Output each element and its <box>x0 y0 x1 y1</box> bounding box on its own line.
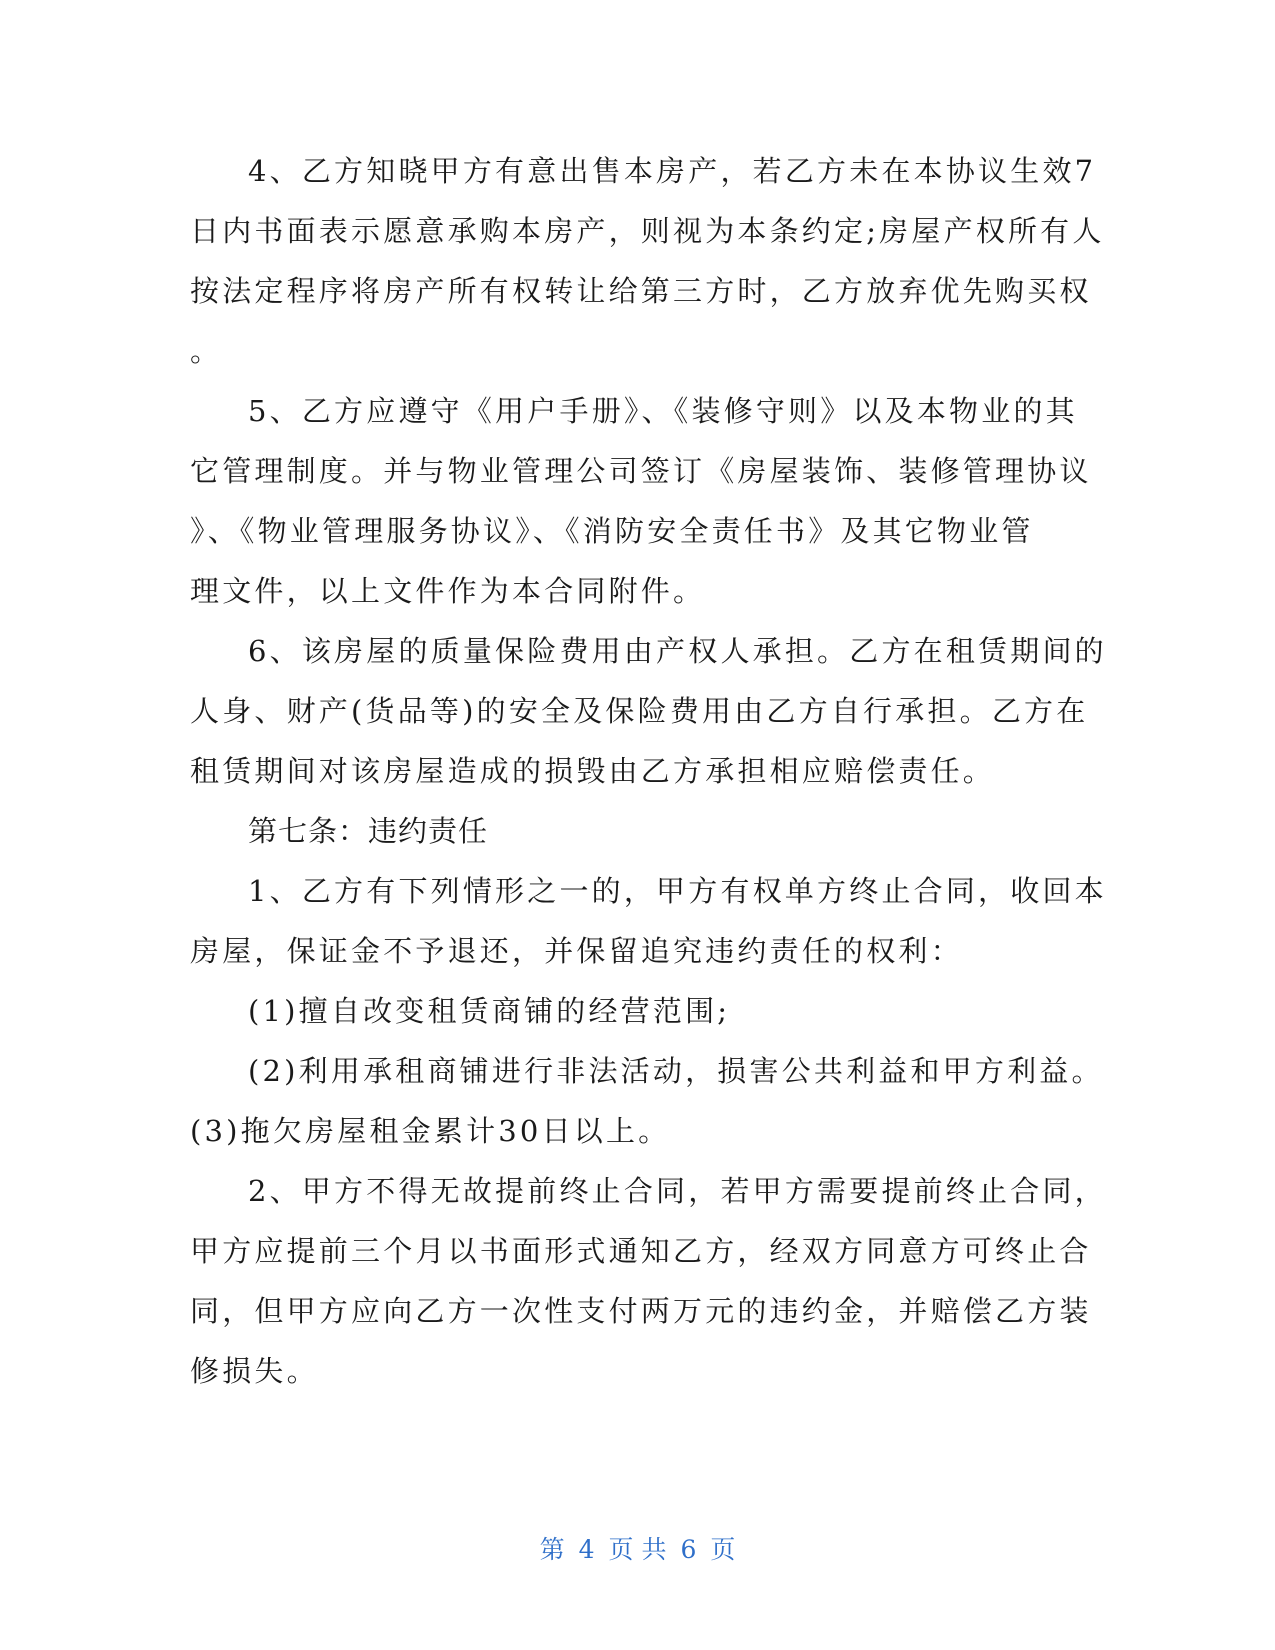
total-pages-number: 6 <box>680 1535 697 1564</box>
footer-middle: 页 共 <box>608 1535 667 1564</box>
paragraph-line: 5、乙方应遵守《用户手册》、《装修守则》以及本物业的其 <box>248 394 1078 428</box>
footer-prefix: 第 <box>539 1535 565 1564</box>
paragraph-line: 日内书面表示愿意承购本房产，则视为本条约定;房屋产权所有人 <box>190 214 1105 248</box>
page-footer <box>0 1530 1275 1566</box>
paragraph-line: 房屋，保证金不予退还，并保留追究违约责任的权利： <box>190 934 963 968</box>
paragraph-line: 》、《物业管理服务协议》、《消防安全责任书》及其它物业管 <box>190 514 1034 548</box>
paragraph-line: 它管理制度。并与物业管理公司签订《房屋装饰、装修管理协议 <box>190 454 1092 488</box>
paragraph-line: 2、甲方不得无故提前终止合同，若甲方需要提前终止合同， <box>248 1174 1107 1208</box>
paragraph-line: 4、乙方知晓甲方有意出售本房产，若乙方未在本协议生效7 <box>248 154 1097 188</box>
paragraph-line: 修损失。 <box>190 1354 319 1388</box>
list-item: (1)擅自改变租赁商铺的经营范围; <box>248 994 731 1028</box>
paragraph-line: 6、该房屋的质量保险费用由产权人承担。乙方在租赁期间的 <box>248 634 1107 668</box>
paragraph-line: 。 <box>190 334 223 368</box>
document-body <box>190 141 1107 1401</box>
list-item: (3)拖欠房屋租金累计30日以上。 <box>190 1114 671 1148</box>
list-item: (2)利用承租商铺进行非法活动，损害公共利益和甲方利益。 <box>248 1054 1104 1088</box>
paragraph-line: 理文件，以上文件作为本合同附件。 <box>190 574 706 608</box>
paragraph-line: 同，但甲方应向乙方一次性支付两万元的违约金，并赔偿乙方装 <box>190 1294 1092 1328</box>
paragraph-line: 甲方应提前三个月以书面形式通知乙方，经双方同意方可终止合 <box>190 1234 1092 1268</box>
paragraph-line: 按法定程序将房产所有权转让给第三方时，乙方放弃优先购买权 <box>190 274 1092 308</box>
section-heading: 第七条：违约责任 <box>248 814 489 848</box>
current-page-number: 4 <box>578 1535 595 1564</box>
paragraph-line: 1、乙方有下列情形之一的，甲方有权单方终止合同，收回本 <box>248 874 1107 908</box>
footer-suffix: 页 <box>710 1535 736 1564</box>
paragraph-line: 人身、财产(货品等)的安全及保险费用由乙方自行承担。乙方在 <box>190 694 1089 728</box>
paragraph-line: 租赁期间对该房屋造成的损毁由乙方承担相应赔偿责任。 <box>190 754 996 788</box>
